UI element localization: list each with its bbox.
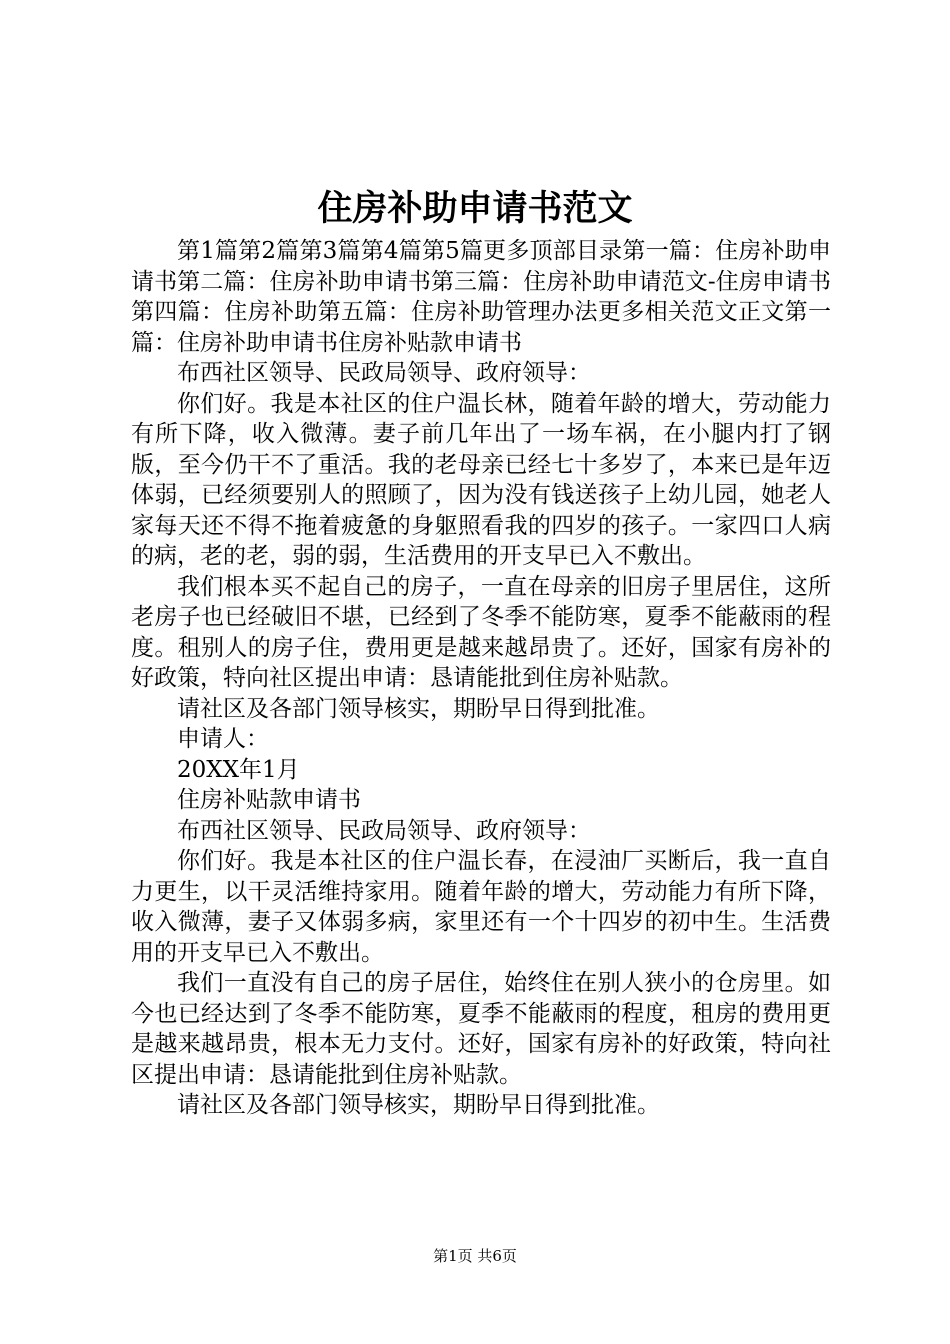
salutation: 布西社区领导、民政局领导、政府领导： xyxy=(177,817,591,844)
body-paragraph: 你们好。我是本社区的住户温长林，随着年龄的增大，劳动能力有所下降，收入微薄。妻子前几年出了一场车祸，在小腿内打了钢版，至今仍干不了重活。我的老母亲已经七十多岁了，本来已是年迈体弱，已经须要别人的照顾了，因为没有钱送孩子上幼儿园，她老人家每天还不得不拖着疲惫的身躯照看我的四岁的孩子。一家四口人病的病，老的老，弱的弱，生活费用的开支早已入不敷出。 xyxy=(131,390,831,569)
salutation: 布西社区领导、民政局领导、政府领导： xyxy=(177,360,591,386)
body-paragraph: 你们好。我是本社区的住户温长春，在浸油厂买断后，我一直自力更生，以干灵活维持家用。随着年龄的增大，劳动能力有所下降，收入微薄，妻子又体弱多病，家里还有一个十四岁的初中生。生活费用的开支早已入不敷出。 xyxy=(131,848,831,966)
closing-paragraph: 请社区及各部门领导核实，期盼早日得到批准。 xyxy=(177,1092,660,1118)
applicant-label: 申请人： xyxy=(177,726,269,752)
document-title: 住房补助申请书范文 xyxy=(317,188,633,229)
body-paragraph: 我们根本买不起自己的房子，一直在母亲的旧房子里居住，这所老房子也已经破旧不堪，已经到了冬季不能防寒，夏季不能蔽雨的程度。租别人的房子住，费用更是越来越昂贵了。还好，国家有房补的好政策，特向社区提出申请：恳请能批到住房补贴款。 xyxy=(131,573,831,691)
table-of-contents-paragraph: 第1篇第2篇第3篇第4篇第5篇更多顶部目录第一篇：住房补助申请书第二篇：住房补助申请书第三篇：住房补助申请范文-住房申请书第四篇：住房补助第五篇：住房补助管理办法更多相关范文正文第一篇：住房补助申请书住房补贴款申请书 xyxy=(131,238,831,356)
section-heading: 住房补贴款申请书 xyxy=(177,787,361,813)
document-body xyxy=(131,236,831,1121)
closing-paragraph: 请社区及各部门领导核实，期盼早日得到批准。 xyxy=(177,695,660,722)
page-footer: 第1页 共6页 xyxy=(433,1247,517,1265)
body-paragraph: 我们一直没有自己的房子居住，始终住在别人狭小的仓房里。如今也已经达到了冬季不能防寒，夏季不能蔽雨的程度，租房的费用更是越来越昂贵，根本无力支付。还好，国家有房补的好政策，特向社区提出申请：恳请能批到住房补贴款。 xyxy=(131,970,831,1088)
date-line: 20XX年1月 xyxy=(177,756,300,783)
